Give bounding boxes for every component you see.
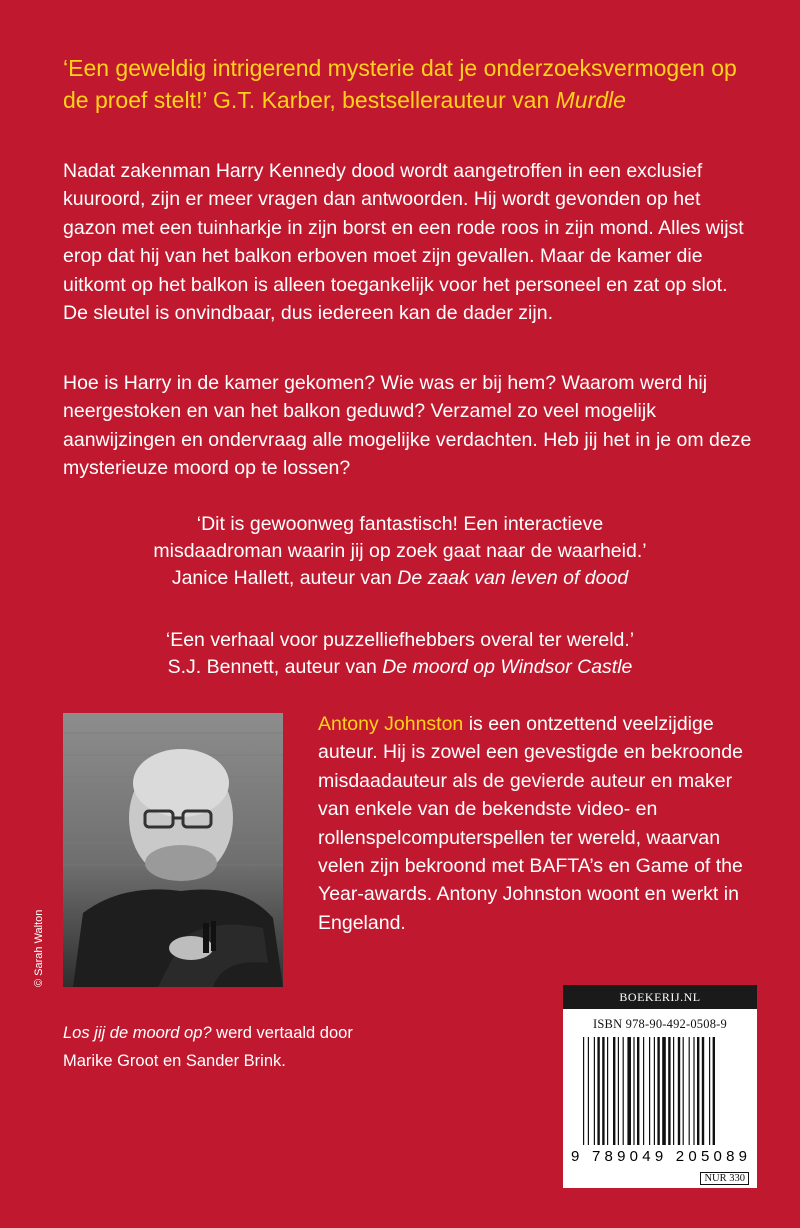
review-quote-bennett xyxy=(0,627,800,681)
quote-book-title: De zaak van leven of dood xyxy=(397,567,629,589)
author-name: Antony Johnston xyxy=(318,713,464,735)
translation-credit xyxy=(63,1019,483,1075)
top-review-quote xyxy=(63,52,753,116)
barcode-bar xyxy=(678,1037,680,1145)
barcode-bar xyxy=(607,1037,608,1145)
quote-line: misdaadroman waarin jij op zoek gaat naar de waarheid.’ xyxy=(153,540,647,562)
barcode-digits: 9 789049 205089 xyxy=(571,1148,747,1165)
quote-line: ‘Dit is gewoonweg fantastisch! Een interactieve xyxy=(196,513,604,535)
barcode-bar xyxy=(597,1037,599,1145)
barcode-bar xyxy=(709,1037,710,1145)
author-photo xyxy=(63,713,283,987)
quote-attribution: S.J. Bennett, auteur van xyxy=(167,656,383,678)
barcode-icon xyxy=(569,1037,751,1165)
translation-book-title: Los jij de moord op? xyxy=(63,1024,212,1042)
barcode-bar xyxy=(649,1037,650,1145)
barcode-bar xyxy=(662,1037,666,1145)
barcode-bar xyxy=(613,1037,615,1145)
quote-line: ‘Een verhaal voor puzzelliefhebbers overal ter wereld.’ xyxy=(165,629,635,651)
quote-book-title: De moord op Windsor Castle xyxy=(382,656,633,678)
barcode-bar xyxy=(702,1037,704,1145)
barcode-bar xyxy=(683,1037,684,1145)
author-portrait-icon xyxy=(63,713,283,987)
author-bio-text: is een ontzettend veelzijdige auteur. Hij is zowel een gevestigde en bekroonde misdaadauteur als de gevierde auteur en maker van enkele van de bekendste video- en rollenspelcomputerspellen ter wereld, waarvan velen zijn bekroond met BAFTA’s en Game of the Year-awards. Antony Johnston woont en werkt in Engeland. xyxy=(318,713,743,934)
synopsis-paragraph-1: Nadat zakenman Harry Kennedy dood wordt aangetroffen in een exclusief kuuroord, zijn er meer vragen dan antwoorden. Hij wordt gevonden op het gazon met een tuinharkje in zijn borst en een rode roos in zijn mond. Alles wijst erop dat hij van het balkon erboven moet zijn gevallen. Maar de kamer die uitkomt op het balkon is alleen toegankelijk voor het personeel en zat op slot. De sleutel is onvindbaar, dus iedereen kan de dader zijn. xyxy=(63,160,744,325)
barcode-bar xyxy=(643,1037,644,1145)
barcode-bar xyxy=(668,1037,670,1145)
publisher-site: BOEKERIJ.NL xyxy=(563,985,757,1009)
top-quote-book-title: Murdle xyxy=(555,87,626,113)
review-quote-hallett xyxy=(0,511,800,592)
barcode-bar xyxy=(654,1037,655,1145)
synopsis-paragraph-2: Hoe is Harry in de kamer gekomen? Wie was er bij hem? Waarom werd hij neergestoken en van het balkon geduwd? Verzamel zo veel mogelijk aanwijzingen en ondervraag alle mogelijke verdachten. Heb jij het in je om deze mysterieuze moord op te lossen? xyxy=(63,372,752,480)
barcode-bar xyxy=(588,1037,589,1145)
barcode-bar xyxy=(594,1037,595,1145)
barcode-bar xyxy=(623,1037,624,1145)
barcode-bar xyxy=(689,1037,690,1145)
barcode-bar xyxy=(583,1037,584,1145)
photo-credit: © Sarah Walton xyxy=(33,909,45,987)
barcode-bar xyxy=(693,1037,694,1145)
author-bio xyxy=(318,710,758,937)
translation-text: werd vertaald door xyxy=(211,1024,353,1042)
barcode-bar xyxy=(627,1037,631,1145)
barcode-bar xyxy=(618,1037,619,1145)
translators: Marike Groot en Sander Brink. xyxy=(63,1052,286,1070)
barcode-bar xyxy=(697,1037,699,1145)
barcode-bar xyxy=(602,1037,604,1145)
barcode-label xyxy=(563,985,757,1188)
top-quote-text: ‘Een geweldig intrigerend mysterie dat je onderzoeksvermogen op de proef stelt!’ G.T. Karber, bestsellerauteur van xyxy=(63,55,737,113)
barcode-bar xyxy=(673,1037,674,1145)
barcode-bar xyxy=(637,1037,639,1145)
quote-attribution: Janice Hallett, auteur van xyxy=(171,567,398,589)
isbn-number: ISBN 978-90-492-0508-9 xyxy=(593,1017,727,1031)
barcode-bar xyxy=(713,1037,715,1145)
nur-code: NUR 330 xyxy=(700,1172,749,1185)
barcode-bar xyxy=(633,1037,634,1145)
barcode-bar xyxy=(657,1037,659,1145)
